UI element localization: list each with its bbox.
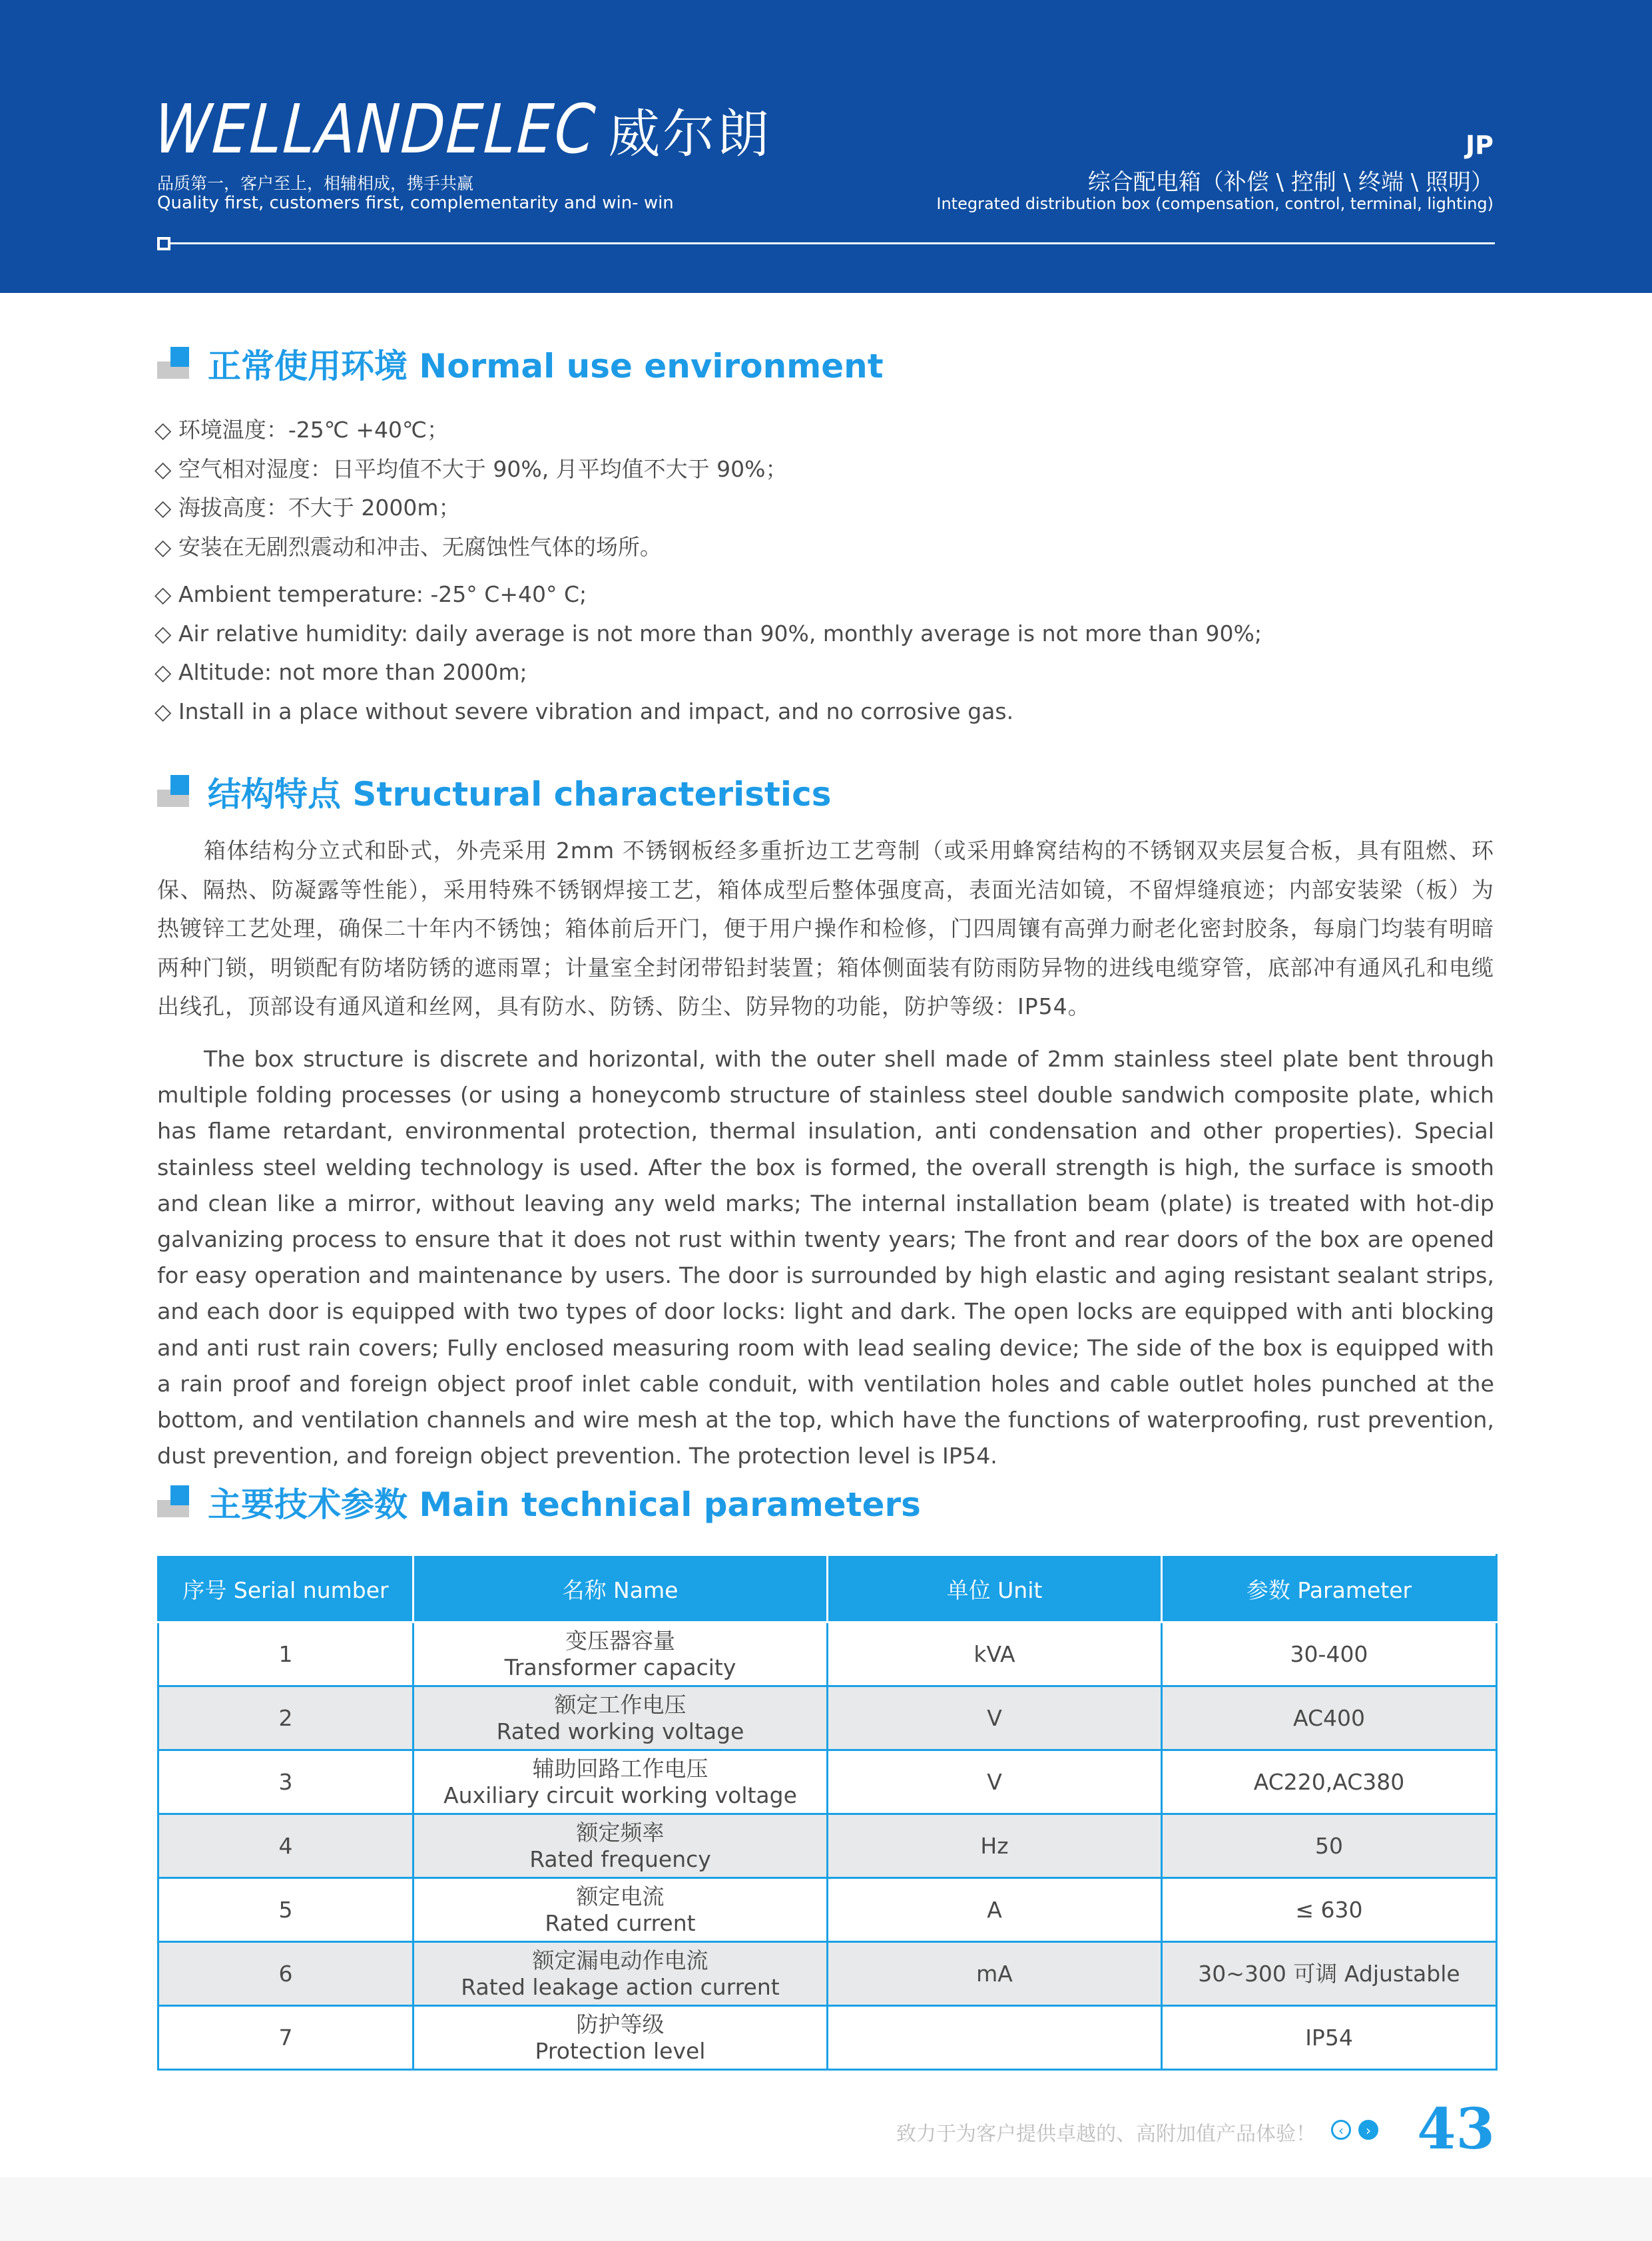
name-en: Protection level (535, 2037, 706, 2064)
cell-name (413, 2006, 828, 2070)
column-header-unit: 单位 Unit (828, 1555, 1162, 1622)
environment-list-cn (154, 411, 1500, 567)
section-title-text: 正常使用环境 Normal use environment (208, 347, 884, 385)
name-en: Rated leakage action current (461, 1973, 780, 2000)
name-en: Rated working voltage (496, 1718, 744, 1744)
name-en: Rated frequency (529, 1846, 711, 1872)
table-row (158, 1686, 1497, 1750)
name-cn: 辅助回路工作电压 (532, 1755, 708, 1782)
brand-name-cn: 威尔朗 (608, 105, 772, 164)
brand-name-en: WELLANDELEC (152, 91, 599, 169)
header-divider (170, 242, 1495, 244)
column-header-parameter: 参数 Parameter (1162, 1555, 1497, 1622)
bottom-bar (0, 2177, 1652, 2241)
cell-serial: 3 (158, 1750, 413, 1814)
structure-paragraph-cn: 箱体结构分立式和卧式，外壳采用 2mm 不锈钢板经多重折边工艺弯制（或采用蜂窝结构的不锈钢双夹层复合板，具有阻燃、环保、隔热、防凝露等性能），采用特殊不锈钢焊接工艺，箱体成型后整体强度高，表面光洁如镜，不留焊缝痕迹；内部安装梁（板）为热镀锌工艺处理，确保二十年内不锈蚀；箱体前后开门，便于用户操作和检修，门四周镶有高弹力耐老化密封胶条，每扇门均装有明暗两种门锁，明锁配有防堵防锈的遮雨罩；计量室全封闭带铅封装置；箱体侧面装有防雨防异物的进线电缆穿管，底部冲有通风孔和电缆出线孔，顶部设有通风道和丝网，具有防水、防锈、防尘、防异物的功能，防护等级：IP54。 (157, 838, 1494, 1019)
section-title-structure (157, 772, 831, 812)
chevron-left-icon[interactable]: ‹ (1331, 2120, 1351, 2140)
section-marker-icon (157, 347, 190, 380)
cell-serial: 6 (158, 1942, 413, 2006)
structure-paragraph-en: The box structure is discrete and horizontal, with the outer shell made of 2mm stainless steel plate bent through multiple folding processes (or using a honeycomb structure of stainless steel double sandwich composite plate, which has flame retardant, environmental protection, thermal insulation, anti condensation and other properties). Special stainless steel welding technology is used. After the box is formed, the overall strength is high, the surface is smooth and clean like a mirror, without leaving any weld marks; The internal installation beam (plate) is treated with hot-dip galvanizing process to ensure that it does not rust within twenty years; The front and rear doors of the box are opened for easy operation and maintenance by users. The door is surrounded by high elastic and aging resistant sealant strips, and each door is equipped with two types of door locks: light and dark. The open locks are equipped with anti blocking and anti rust rain covers; Fully enclosed measuring room with lead sealing device; The side of the box is equipped with a rain proof and foreign object proof inlet cable conduit, with ventilation holes and cable outlet holes punched at the bottom, and ventilation channels and wire mesh at the top, which have the functions of waterproofing, rust prevention, dust prevention, and foreign object prevention. The protection level is IP54. (157, 1046, 1494, 1469)
section-title-parameters (157, 1482, 921, 1522)
name-en: Transformer capacity (504, 1654, 736, 1680)
cell-parameter: 30-400 (1162, 1622, 1497, 1686)
list-item: ◇ Air relative humidity: daily average is not more than 90%, monthly average is not more than 90%; (154, 620, 1262, 646)
name-en: Auxiliary circuit working voltage (443, 1782, 797, 1808)
table-row (158, 2006, 1497, 2070)
name-cn: 防护等级 (576, 2011, 665, 2037)
cell-parameter: AC220,AC380 (1162, 1750, 1497, 1814)
section-marker-icon (157, 1485, 190, 1519)
section-title-environment (157, 344, 884, 383)
list-item: ◇ 空气相对湿度：日平均值不大于 90%, 月平均值不大于 90%； (154, 455, 788, 482)
cell-name (413, 1942, 828, 2006)
category-title-en: Integrated distribution box (compensation, control, terminal, lighting) (936, 194, 1494, 213)
table-row (158, 1878, 1497, 1942)
cell-unit: A (828, 1878, 1162, 1942)
cell-unit (828, 2006, 1162, 2070)
cell-parameter: IP54 (1162, 2006, 1497, 2070)
cell-serial: 1 (158, 1622, 413, 1686)
parameters-table (157, 1554, 1498, 2071)
cell-serial: 2 (158, 1686, 413, 1750)
cell-name (413, 1750, 828, 1814)
cell-serial: 7 (158, 2006, 413, 2070)
slogan-cn: 品质第一，客户至上，相辅相成，携手共赢 (157, 174, 474, 193)
category-title-cn: 综合配电箱（补偿 \ 控制 \ 终端 \ 照明） (1087, 169, 1494, 196)
name-en: Rated current (545, 1909, 696, 1936)
cell-unit: Hz (828, 1814, 1162, 1878)
cell-unit: V (828, 1686, 1162, 1750)
table-row (158, 1814, 1497, 1878)
section-marker-icon (157, 775, 190, 808)
cell-unit: kVA (828, 1622, 1162, 1686)
slogan-en: Quality first, customers first, complementarity and win- win (157, 193, 674, 213)
cell-name (413, 1686, 828, 1750)
cell-name (413, 1622, 828, 1686)
cell-serial: 4 (158, 1814, 413, 1878)
table-row (158, 1750, 1497, 1814)
name-cn: 额定工作电压 (554, 1691, 687, 1718)
square-icon (157, 237, 170, 250)
section-title-text: 主要技术参数 Main technical parameters (208, 1485, 921, 1524)
list-item: ◇ 海拔高度：不大于 2000m； (154, 495, 461, 521)
list-item: ◇ 环境温度：-25℃ +40℃； (154, 417, 449, 443)
column-header-serial: 序号 Serial number (158, 1555, 413, 1622)
cell-unit: V (828, 1750, 1162, 1814)
cell-parameter: AC400 (1162, 1686, 1497, 1750)
chevron-right-icon[interactable]: › (1358, 2120, 1378, 2140)
cell-unit: mA (828, 1942, 1162, 2006)
table-row (158, 1942, 1497, 2006)
cell-name (413, 1814, 828, 1878)
page-header (0, 0, 1652, 293)
column-header-name: 名称 Name (413, 1555, 828, 1622)
table-header-row (158, 1555, 1497, 1622)
environment-list-en (154, 575, 1500, 731)
list-item: ◇ Altitude: not more than 2000m; (154, 659, 527, 685)
table-row (158, 1622, 1497, 1686)
name-cn: 额定电流 (576, 1883, 665, 1909)
cell-serial: 5 (158, 1878, 413, 1942)
name-cn: 变压器容量 (565, 1627, 675, 1654)
cell-parameter: 50 (1162, 1814, 1497, 1878)
cell-parameter: ≤ 630 (1162, 1878, 1497, 1942)
list-item: ◇ 安装在无剧烈震动和冲击、无腐蚀性气体的场所。 (154, 533, 662, 560)
name-cn: 额定频率 (576, 1819, 665, 1846)
cell-name (413, 1878, 828, 1942)
brand-logo (152, 91, 772, 169)
list-item: ◇ Install in a place without severe vibration and impact, and no corrosive gas. (154, 698, 1014, 724)
page-number: 43 (1417, 2096, 1495, 2162)
cell-parameter: 30~300 可调 Adjustable (1162, 1942, 1497, 2006)
name-cn: 额定漏电动作电流 (532, 1947, 708, 1973)
section-title-text: 结构特点 Structural characteristics (208, 775, 832, 814)
list-item: ◇ Ambient temperature: -25° C+40° C; (154, 581, 587, 607)
product-code: JP (1466, 130, 1494, 160)
footer-tagline: 致力于为客户提供卓越的、高附加值产品体验！ (896, 2122, 1316, 2146)
